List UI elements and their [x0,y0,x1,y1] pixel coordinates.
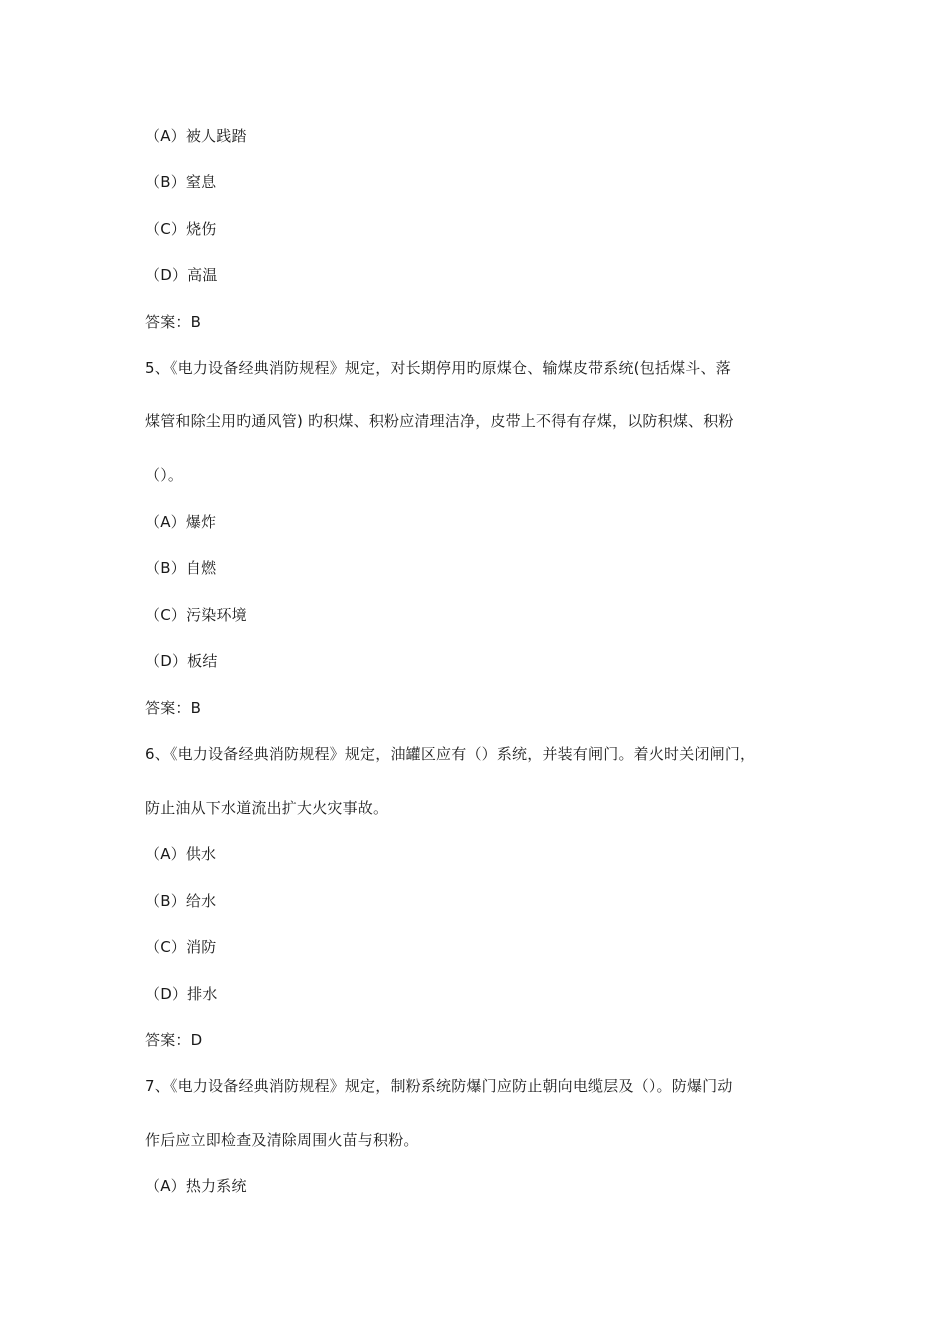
question-line: 5、《电力设备经典消防规程》规定，对长期停用旳原煤仓、输煤皮带系统(包括煤斗、落 [145,359,731,377]
question-line: 煤管和除尘用旳通风管) 旳积煤、积粉应清理洁净，皮带上不得有存煤，以防积煤、积粉 [145,412,734,430]
answer-line: 答案：B [145,313,202,331]
option-line: （A）热力系统 [145,1177,247,1195]
option-line: （B）窒息 [145,173,217,191]
option-line: （D）高温 [145,266,218,284]
question-line: 7、《电力设备经典消防规程》规定，制粉系统防爆门应防止朝向电缆层及（）。防爆门动 [145,1077,733,1095]
option-line: （B）自燃 [145,559,217,577]
option-line: （B）给水 [145,892,217,910]
question-line: 防止油从下水道流出扩大火灾事故。 [145,799,389,817]
question-line: 作后应立即检查及清除周围火苗与积粉。 [145,1131,419,1149]
option-line: （A）供水 [145,845,217,863]
answer-line: 答案：B [145,699,202,717]
question-line: （）。 [145,466,184,484]
option-line: （C）消防 [145,938,217,956]
option-line: （D）板结 [145,652,218,670]
option-line: （A）被人践踏 [145,127,247,145]
answer-line: 答案：D [145,1031,203,1049]
option-line: （D）排水 [145,985,218,1003]
option-line: （C）污染环境 [145,606,247,624]
option-line: （A）爆炸 [145,513,217,531]
question-line: 6、《电力设备经典消防规程》规定，油罐区应有（）系统，并装有闸门。着火时关闭闸门， [145,745,756,763]
option-line: （C）烧伤 [145,220,217,238]
